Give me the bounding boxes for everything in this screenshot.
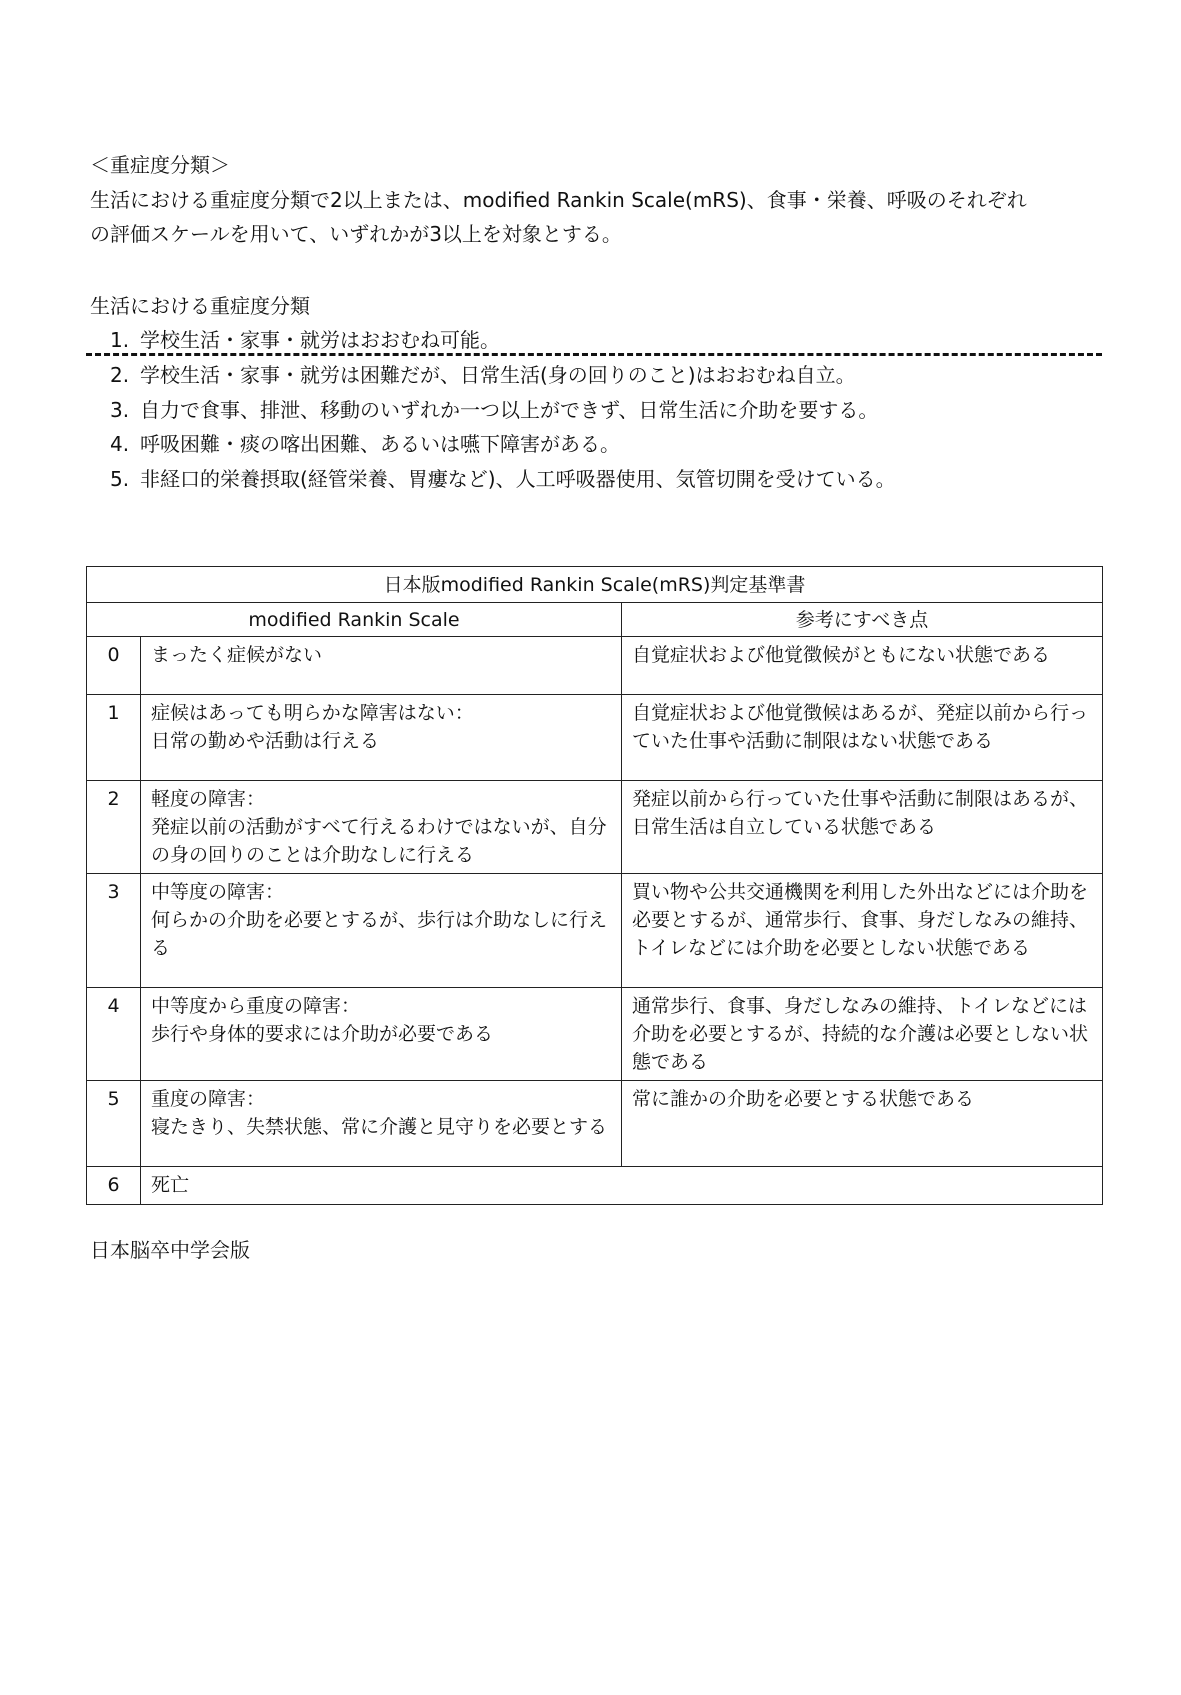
scale-text: 日常の勤めや活動は行える — [151, 730, 380, 752]
intro-line-2: の評価スケールを用いて、いずれかが3以上を対象とする。 — [90, 222, 622, 246]
scale-text: 症候はあっても明らかな障害はない： — [151, 702, 474, 724]
note-cell: 通常歩行、食事、身だしなみの維持、トイレなどには介助を必要とするが、持続的な介護は必要としない状態である — [622, 988, 1103, 1081]
classification-item — [110, 467, 896, 491]
grade-cell: 1 — [87, 695, 141, 781]
grade-cell: 0 — [87, 637, 141, 695]
scale-text: 中等度から重度の障害： — [151, 995, 361, 1017]
scale-cell — [141, 874, 622, 988]
table-row — [87, 637, 1103, 695]
classification-item — [110, 398, 878, 422]
header-scale: modified Rankin Scale — [87, 603, 622, 637]
intro-line-1: 生活における重症度分類で2以上または、modified Rankin Scale(mRS)、食事・栄養、呼吸のそれぞれ — [90, 188, 1027, 212]
scale-text: 中等度の障害： — [151, 881, 285, 903]
scale-text: 死亡 — [151, 1174, 190, 1196]
threshold-divider — [86, 353, 1102, 356]
mrs-table — [86, 566, 1103, 1205]
grade-cell: 5 — [87, 1081, 141, 1167]
classification-item — [110, 363, 856, 387]
item-number: 5. — [110, 467, 130, 491]
grade-cell: 4 — [87, 988, 141, 1081]
header-notes: 参考にすべき点 — [622, 603, 1103, 637]
scale-text: 軽度の障害： — [151, 788, 266, 810]
grade-cell: 2 — [87, 781, 141, 874]
scale-cell — [141, 781, 622, 874]
item-text: 学校生活・家事・就労は困難だが、日常生活(身の回りのこと)はおおむね自立。 — [140, 363, 856, 387]
note-cell: 買い物や公共交通機関を利用した外出などには介助を必要とするが、通常歩行、食事、身だしなみの維持、トイレなどには介助を必要としない状態である — [622, 874, 1103, 988]
section-heading: ＜重症度分類＞ — [90, 153, 230, 177]
table-row — [87, 695, 1103, 781]
life-classification-title: 生活における重症度分類 — [90, 294, 310, 318]
table-row — [87, 781, 1103, 874]
table-row — [87, 1081, 1103, 1167]
source-note: 日本脳卒中学会版 — [90, 1238, 250, 1262]
scale-cell — [141, 988, 622, 1081]
scale-cell — [141, 695, 622, 781]
table-title: 日本版modified Rankin Scale(mRS)判定基準書 — [87, 567, 1103, 603]
note-cell: 自覚症状および他覚徴候がともにない状態である — [622, 637, 1103, 695]
note-cell: 自覚症状および他覚徴候はあるが、発症以前から行っていた仕事や活動に制限はない状態である — [622, 695, 1103, 781]
note-cell: 発症以前から行っていた仕事や活動に制限はあるが、日常生活は自立している状態である — [622, 781, 1103, 874]
item-text: 学校生活・家事・就労はおおむね可能。 — [140, 328, 500, 352]
classification-item — [110, 328, 500, 352]
scale-text: 発症以前の活動がすべて行えるわけではないが、自分の身の回りのことは介助なしに行える — [151, 816, 607, 866]
scale-text: まったく症候がない — [151, 644, 323, 666]
table-row — [87, 1167, 1103, 1205]
grade-cell: 3 — [87, 874, 141, 988]
classification-item — [110, 432, 620, 456]
item-number: 1. — [110, 328, 130, 352]
item-text: 呼吸困難・痰の喀出困難、あるいは嚥下障害がある。 — [140, 432, 620, 456]
note-cell: 常に誰かの介助を必要とする状態である — [622, 1081, 1103, 1167]
item-number: 2. — [110, 363, 130, 387]
item-text: 自力で食事、排泄、移動のいずれか一つ以上ができず、日常生活に介助を要する。 — [140, 398, 879, 422]
scale-cell — [141, 637, 622, 695]
scale-cell — [141, 1081, 622, 1167]
table-row — [87, 874, 1103, 988]
item-number: 4. — [110, 432, 130, 456]
scale-text: 重度の障害： — [151, 1088, 266, 1110]
grade-cell: 6 — [87, 1167, 141, 1205]
scale-text: 歩行や身体的要求には介助が必要である — [151, 1023, 494, 1045]
table-row — [87, 988, 1103, 1081]
scale-cell — [141, 1167, 1103, 1205]
item-text: 非経口的栄養摂取(経管栄養、胃瘻など)、人工呼吸器使用、気管切開を受けている。 — [140, 467, 896, 491]
item-number: 3. — [110, 398, 130, 422]
scale-text: 何らかの介助を必要とするが、歩行は介助なしに行える — [151, 909, 608, 959]
scale-text: 寝たきり、失禁状態、常に介護と見守りを必要とする — [151, 1116, 608, 1138]
